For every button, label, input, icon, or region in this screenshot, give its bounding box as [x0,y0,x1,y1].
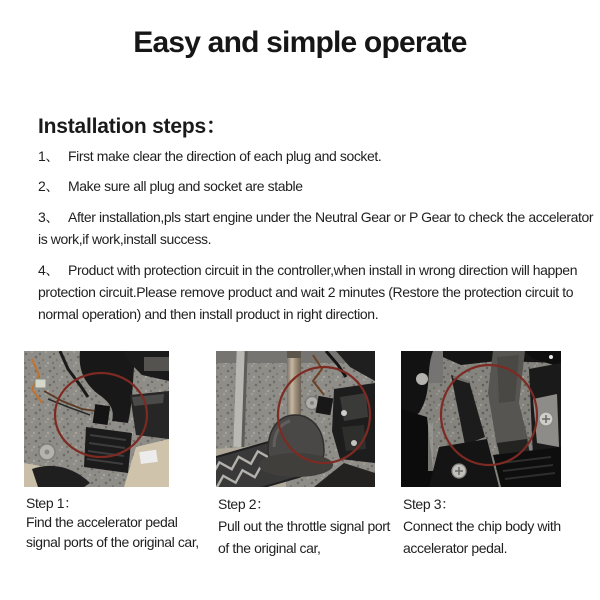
step-number: 4、 [38,261,59,278]
step-text: Product with protection circuit in the controller,when install in wrong direction will happen protection circuit.Please remove product and wait 2 minutes (Restore the protection circuit to normal operation) and then install product in right direction. [38,261,578,323]
white-dot [549,355,553,359]
installation-step-item [38,206,596,251]
step-text: First make clear the direction of each plug and socket. [68,148,382,164]
installation-step-item [38,259,596,326]
pedal-signal-ports-illustration [24,351,169,487]
step-3-photo [401,351,561,487]
dash-highlight [144,357,169,371]
step-caption-text: Find the accelerator pedal signal ports of the original car, [26,514,199,550]
small-connector [316,396,334,415]
shaft-cap [287,351,301,358]
step-2-photo [216,351,375,487]
connector-face [340,393,368,421]
chip-connection-illustration [401,351,561,487]
wire-clip [35,379,46,388]
step-label: Step 1： [26,495,78,511]
step-caption-text: Connect the chip body with accelerator pedal. [403,517,561,556]
step-label: Step 2： [218,496,270,512]
fastener-center [310,401,314,405]
connector-lower [342,425,366,451]
installation-step-item [38,145,596,167]
step-1-photo [24,351,169,487]
step-text: Make sure all plug and socket are stable [68,178,303,195]
screw [351,440,357,446]
step-caption-text: Pull out the throttle signal port of the original car, [218,517,391,556]
throttle-port-illustration [216,351,375,487]
installation-steps-list [38,145,596,334]
step-number: 3、 [38,208,59,225]
step-number: 2、 [38,178,59,195]
step-label: Step 3： [403,496,455,512]
page-title: Easy and simple operate [133,26,467,59]
step-2-caption [218,494,401,559]
installation-step-item [38,175,596,197]
fastener-center [45,450,50,455]
boot-base [259,453,333,477]
signal-connector [93,404,110,425]
installation-steps-heading: Installation steps： [38,115,227,138]
step-text: After installation,pls start engine under the Neutral Gear or P Gear to check the accelerator is work,if work,install success. [38,208,594,248]
blurred-bolt [416,373,428,385]
step-number: 1、 [38,148,59,164]
screw [341,410,347,416]
step-3-caption [403,494,596,559]
trim-label [139,450,158,464]
step-1-caption [26,494,211,552]
blur-streak [428,423,433,471]
